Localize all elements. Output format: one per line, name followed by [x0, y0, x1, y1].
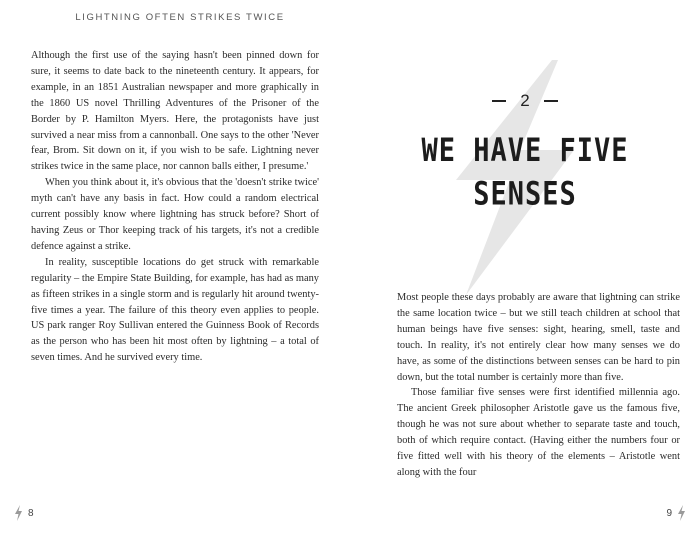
chapter-dash-left — [492, 100, 506, 102]
lightning-bolt-icon — [14, 505, 23, 521]
page-number: 9 — [666, 507, 672, 519]
left-folio — [14, 505, 39, 521]
right-page — [350, 0, 700, 538]
lightning-bolt-icon — [677, 505, 686, 521]
left-paragraph-1: Although the first use of the saying hasn't been pinned down for sure, it seems to date back to the nineteenth century. It appears, for example, in an 1851 Australian newspaper and more graphically in the 1860 US novel Thrilling Adventures of the Prisoner of the Border by P. Hamilton Myers. Here, the protagonists have just survived a near miss from a cannonball. One says to the other 'Never fear, Brom. Sit down on it, if you wish to be safe. Lightning never strikes twice in the same place, nor cannon balls either, I presume.' — [31, 50, 319, 173]
right-folio — [661, 505, 686, 521]
chapter-title-line-1: WE HAVE FIVE — [421, 132, 629, 170]
chapter-number-text: 2 — [520, 91, 530, 110]
left-paragraph-2: When you think about it, it's obvious that the 'doesn't strike twice' myth can't have any basis in fact. How could a random electrical current possibly know where lightning has struck before? Short of having Zeus or Thor keeping track of his targets, it's not a credible defence against a strike. — [31, 177, 319, 252]
running-head: LIGHTNING OFTEN STRIKES TWICE — [75, 12, 285, 23]
chapter-number — [470, 91, 580, 111]
right-paragraph-2: Those familiar five senses were first identified millennia ago. The ancient Greek philosopher Aristotle gave us the famous five, though he was not sure about whether to separate taste and touch, both of which require contact. (Having either the numbers four or five fitted well with his theory of the elements – Aristotle went along with the four — [397, 387, 680, 478]
page-number: 8 — [28, 507, 34, 519]
chapter-title-line-2: SENSES — [473, 175, 577, 213]
left-paragraph-3: In reality, susceptible locations do get struck with remarkable regularity – the Empire State Building, for example, has had as many as fifteen strikes in a single storm and is regularly hit around twenty-five times a year. The failure of this theory even applies to people. US park ranger Roy Sullivan entered the Guinness Book of Records as the person who has been hit most often by lightning – a total of seven times. And he survived every time. — [31, 256, 319, 364]
chapter-dash-right — [544, 100, 558, 102]
chapter-title — [370, 130, 680, 216]
right-paragraph-1: Most people these days probably are aware that lightning can strike the same location twice – but we still teach children at school that human beings have five senses: sight, hearing, smell, taste and touch. In reality, it's not entirely clear how many senses we do have, as some of the distinctions between senses can be hard to pin down, but the total number is certainly more than five. — [397, 292, 680, 383]
left-body-text — [31, 48, 319, 366]
right-body-text — [397, 290, 680, 481]
